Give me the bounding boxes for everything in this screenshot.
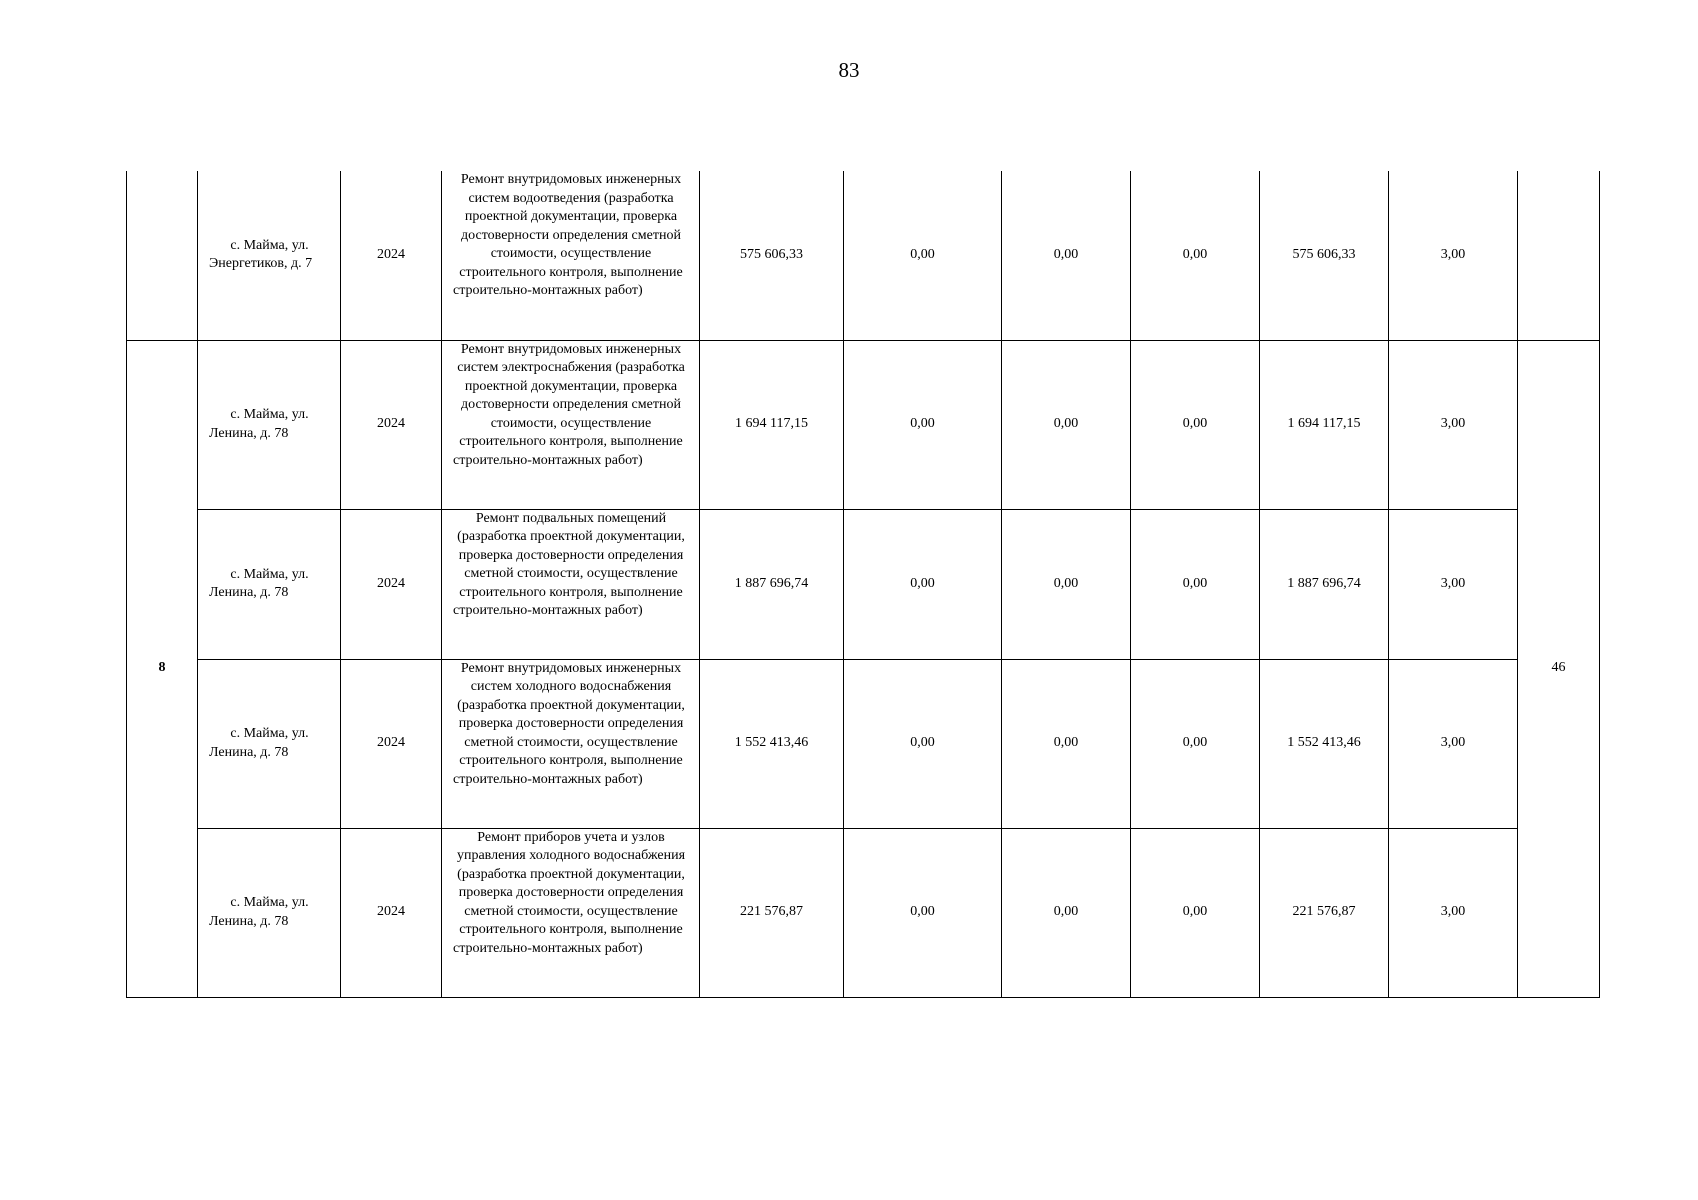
value-cell: 0,00 xyxy=(1002,171,1131,340)
value-cell: 0,00 xyxy=(844,828,1002,997)
value-cell: 0,00 xyxy=(844,340,1002,509)
rate-cell: 3,00 xyxy=(1389,828,1518,997)
value-cell: 0,00 xyxy=(1002,659,1131,828)
value-cell: 0,00 xyxy=(1002,828,1131,997)
owner-funds-cell: 575 606,33 xyxy=(1260,171,1389,340)
owner-funds-cell: 1 552 413,46 xyxy=(1260,659,1389,828)
value-cell: 0,00 xyxy=(844,659,1002,828)
rate-cell: 3,00 xyxy=(1389,340,1518,509)
total-cost-cell: 1 694 117,15 xyxy=(700,340,844,509)
total-cost-cell: 1 552 413,46 xyxy=(700,659,844,828)
year-cell: 2024 xyxy=(341,509,442,659)
address-cell: с. Майма, ул. Ленина, д. 78 xyxy=(198,659,341,828)
work-description-cell: Ремонт внутридомовых инженерных систем водоотведения (разработка проектной документации, проверка достоверности определения сметной стоимости, осуществление строительного контроля, выполнение строительно-монтажных работ) xyxy=(442,171,700,340)
table-row xyxy=(127,659,1600,828)
table-row xyxy=(127,828,1600,997)
year-cell: 2024 xyxy=(341,828,442,997)
year-cell: 2024 xyxy=(341,659,442,828)
value-cell: 0,00 xyxy=(1131,659,1260,828)
value-cell: 0,00 xyxy=(1002,509,1131,659)
total-cost-cell: 1 887 696,74 xyxy=(700,509,844,659)
page-number: 83 xyxy=(838,58,860,82)
group-number-cell: 8 xyxy=(127,340,198,997)
work-description-cell: Ремонт внутридомовых инженерных систем холодного водоснабжения (разработка проектной документации, проверка достоверности определения сметной стоимости, осуществление строительного контроля, выполнение строительно-монтажных работ) xyxy=(442,659,700,828)
value-cell: 0,00 xyxy=(1131,171,1260,340)
total-cost-cell: 221 576,87 xyxy=(700,828,844,997)
work-plan-table xyxy=(126,171,1600,998)
last-column-cell xyxy=(1518,171,1600,340)
year-cell: 2024 xyxy=(341,340,442,509)
value-cell: 0,00 xyxy=(844,171,1002,340)
value-cell: 0,00 xyxy=(1131,509,1260,659)
owner-funds-cell: 1 694 117,15 xyxy=(1260,340,1389,509)
rate-cell: 3,00 xyxy=(1389,171,1518,340)
address-cell: с. Майма, ул. Ленина, д. 78 xyxy=(198,509,341,659)
total-cost-cell: 575 606,33 xyxy=(700,171,844,340)
rate-cell: 3,00 xyxy=(1389,509,1518,659)
last-column-cell: 46 xyxy=(1518,340,1600,997)
address-cell: с. Майма, ул. Ленина, д. 78 xyxy=(198,340,341,509)
table-row xyxy=(127,509,1600,659)
work-description-cell: Ремонт подвальных помещений (разработка проектной документации, проверка достоверности определения сметной стоимости, осуществление строительного контроля, выполнение строительно-монтажных работ) xyxy=(442,509,700,659)
address-cell: с. Майма, ул. Энергетиков, д. 7 xyxy=(198,171,341,340)
value-cell: 0,00 xyxy=(1002,340,1131,509)
work-description-cell: Ремонт внутридомовых инженерных систем электроснабжения (разработка проектной документации, проверка достоверности определения сметной стоимости, осуществление строительного контроля, выполнение строительно-монтажных работ) xyxy=(442,340,700,509)
owner-funds-cell: 221 576,87 xyxy=(1260,828,1389,997)
address-cell: с. Майма, ул. Ленина, д. 78 xyxy=(198,828,341,997)
rate-cell: 3,00 xyxy=(1389,659,1518,828)
work-description-cell: Ремонт приборов учета и узлов управления холодного водоснабжения (разработка проектной документации, проверка достоверности определения сметной стоимости, осуществление строительного контроля, выполнение строительно-монтажных работ) xyxy=(442,828,700,997)
table-row xyxy=(127,340,1600,509)
year-cell: 2024 xyxy=(341,171,442,340)
value-cell: 0,00 xyxy=(1131,828,1260,997)
owner-funds-cell: 1 887 696,74 xyxy=(1260,509,1389,659)
value-cell: 0,00 xyxy=(844,509,1002,659)
table-row xyxy=(127,171,1600,340)
value-cell: 0,00 xyxy=(1131,340,1260,509)
group-number-cell xyxy=(127,171,198,340)
